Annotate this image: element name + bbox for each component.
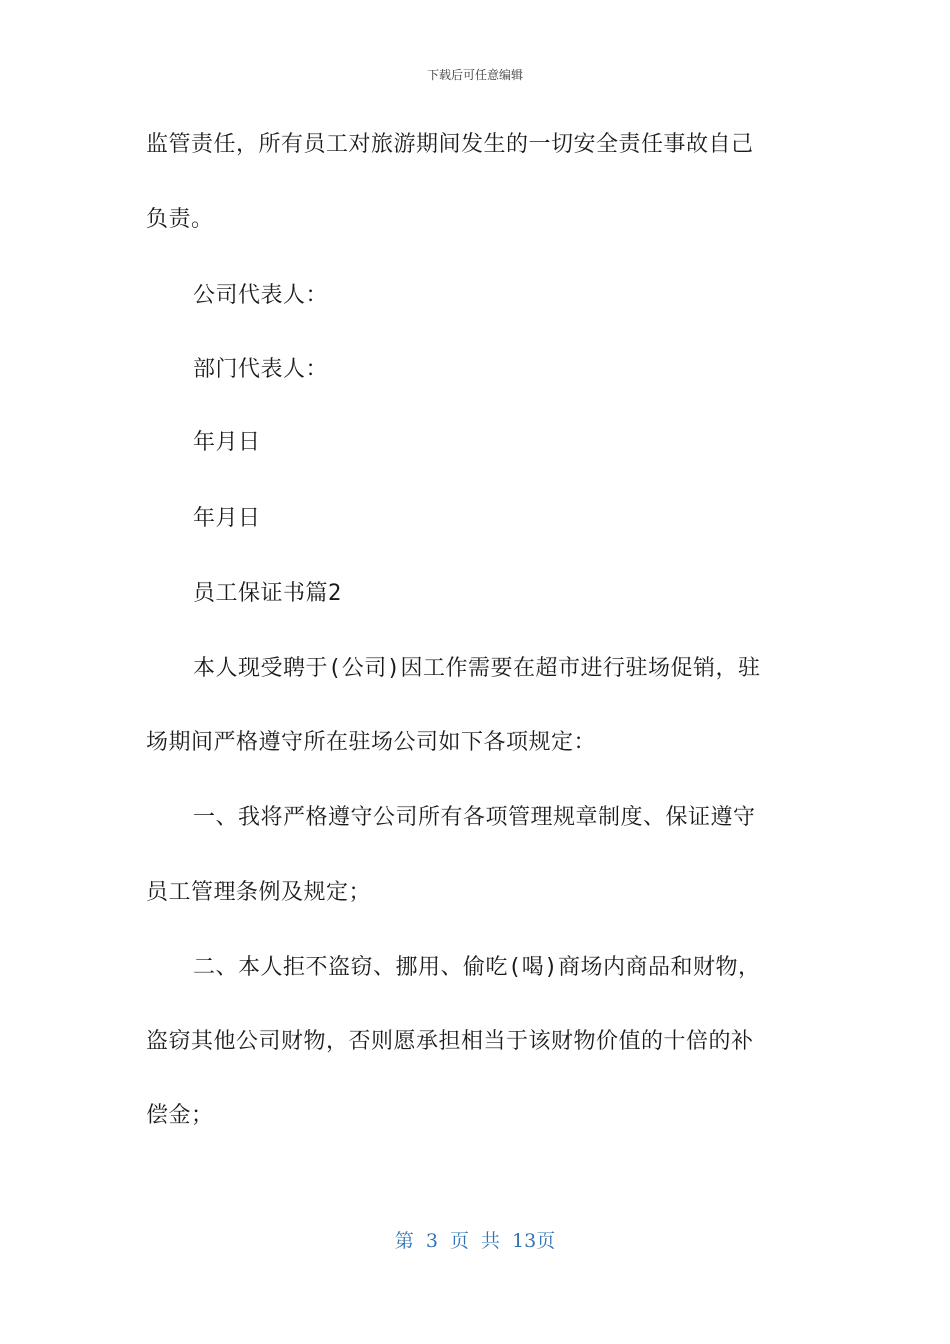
body-line: 部门代表人： (193, 357, 329, 382)
body-line: 负责。 (146, 207, 214, 232)
body-line: 场期间严格遵守所在驻场公司如下各项规定： (146, 730, 597, 755)
page-number: 第 3 页 共 13页 (394, 1230, 556, 1252)
body-line: 二、本人拒不盗窃、挪用、偷吃(喝)商场内商品和财物， (193, 955, 761, 980)
body-line: 员工管理条例及规定； (146, 880, 372, 905)
body-line: 年月日 (193, 506, 261, 531)
body-line: 公司代表人： (193, 283, 329, 308)
section-heading: 员工保证书篇2 (193, 581, 342, 606)
body-line: 监管责任，所有员工对旅游期间发生的一切安全责任事故自己 (146, 132, 754, 157)
body-line: 一、我将严格遵守公司所有各项管理规章制度、保证遵守 (193, 805, 756, 830)
page-header: 下载后可任意编辑 (426, 68, 523, 82)
body-line: 年月日 (193, 430, 261, 455)
body-line: 偿金； (146, 1103, 214, 1128)
body-line: 本人现受聘于(公司)因工作需要在超市进行驻场促销，驻 (193, 656, 761, 681)
body-line: 盗窃其他公司财物，否则愿承担相当于该财物价值的十倍的补 (146, 1029, 754, 1054)
